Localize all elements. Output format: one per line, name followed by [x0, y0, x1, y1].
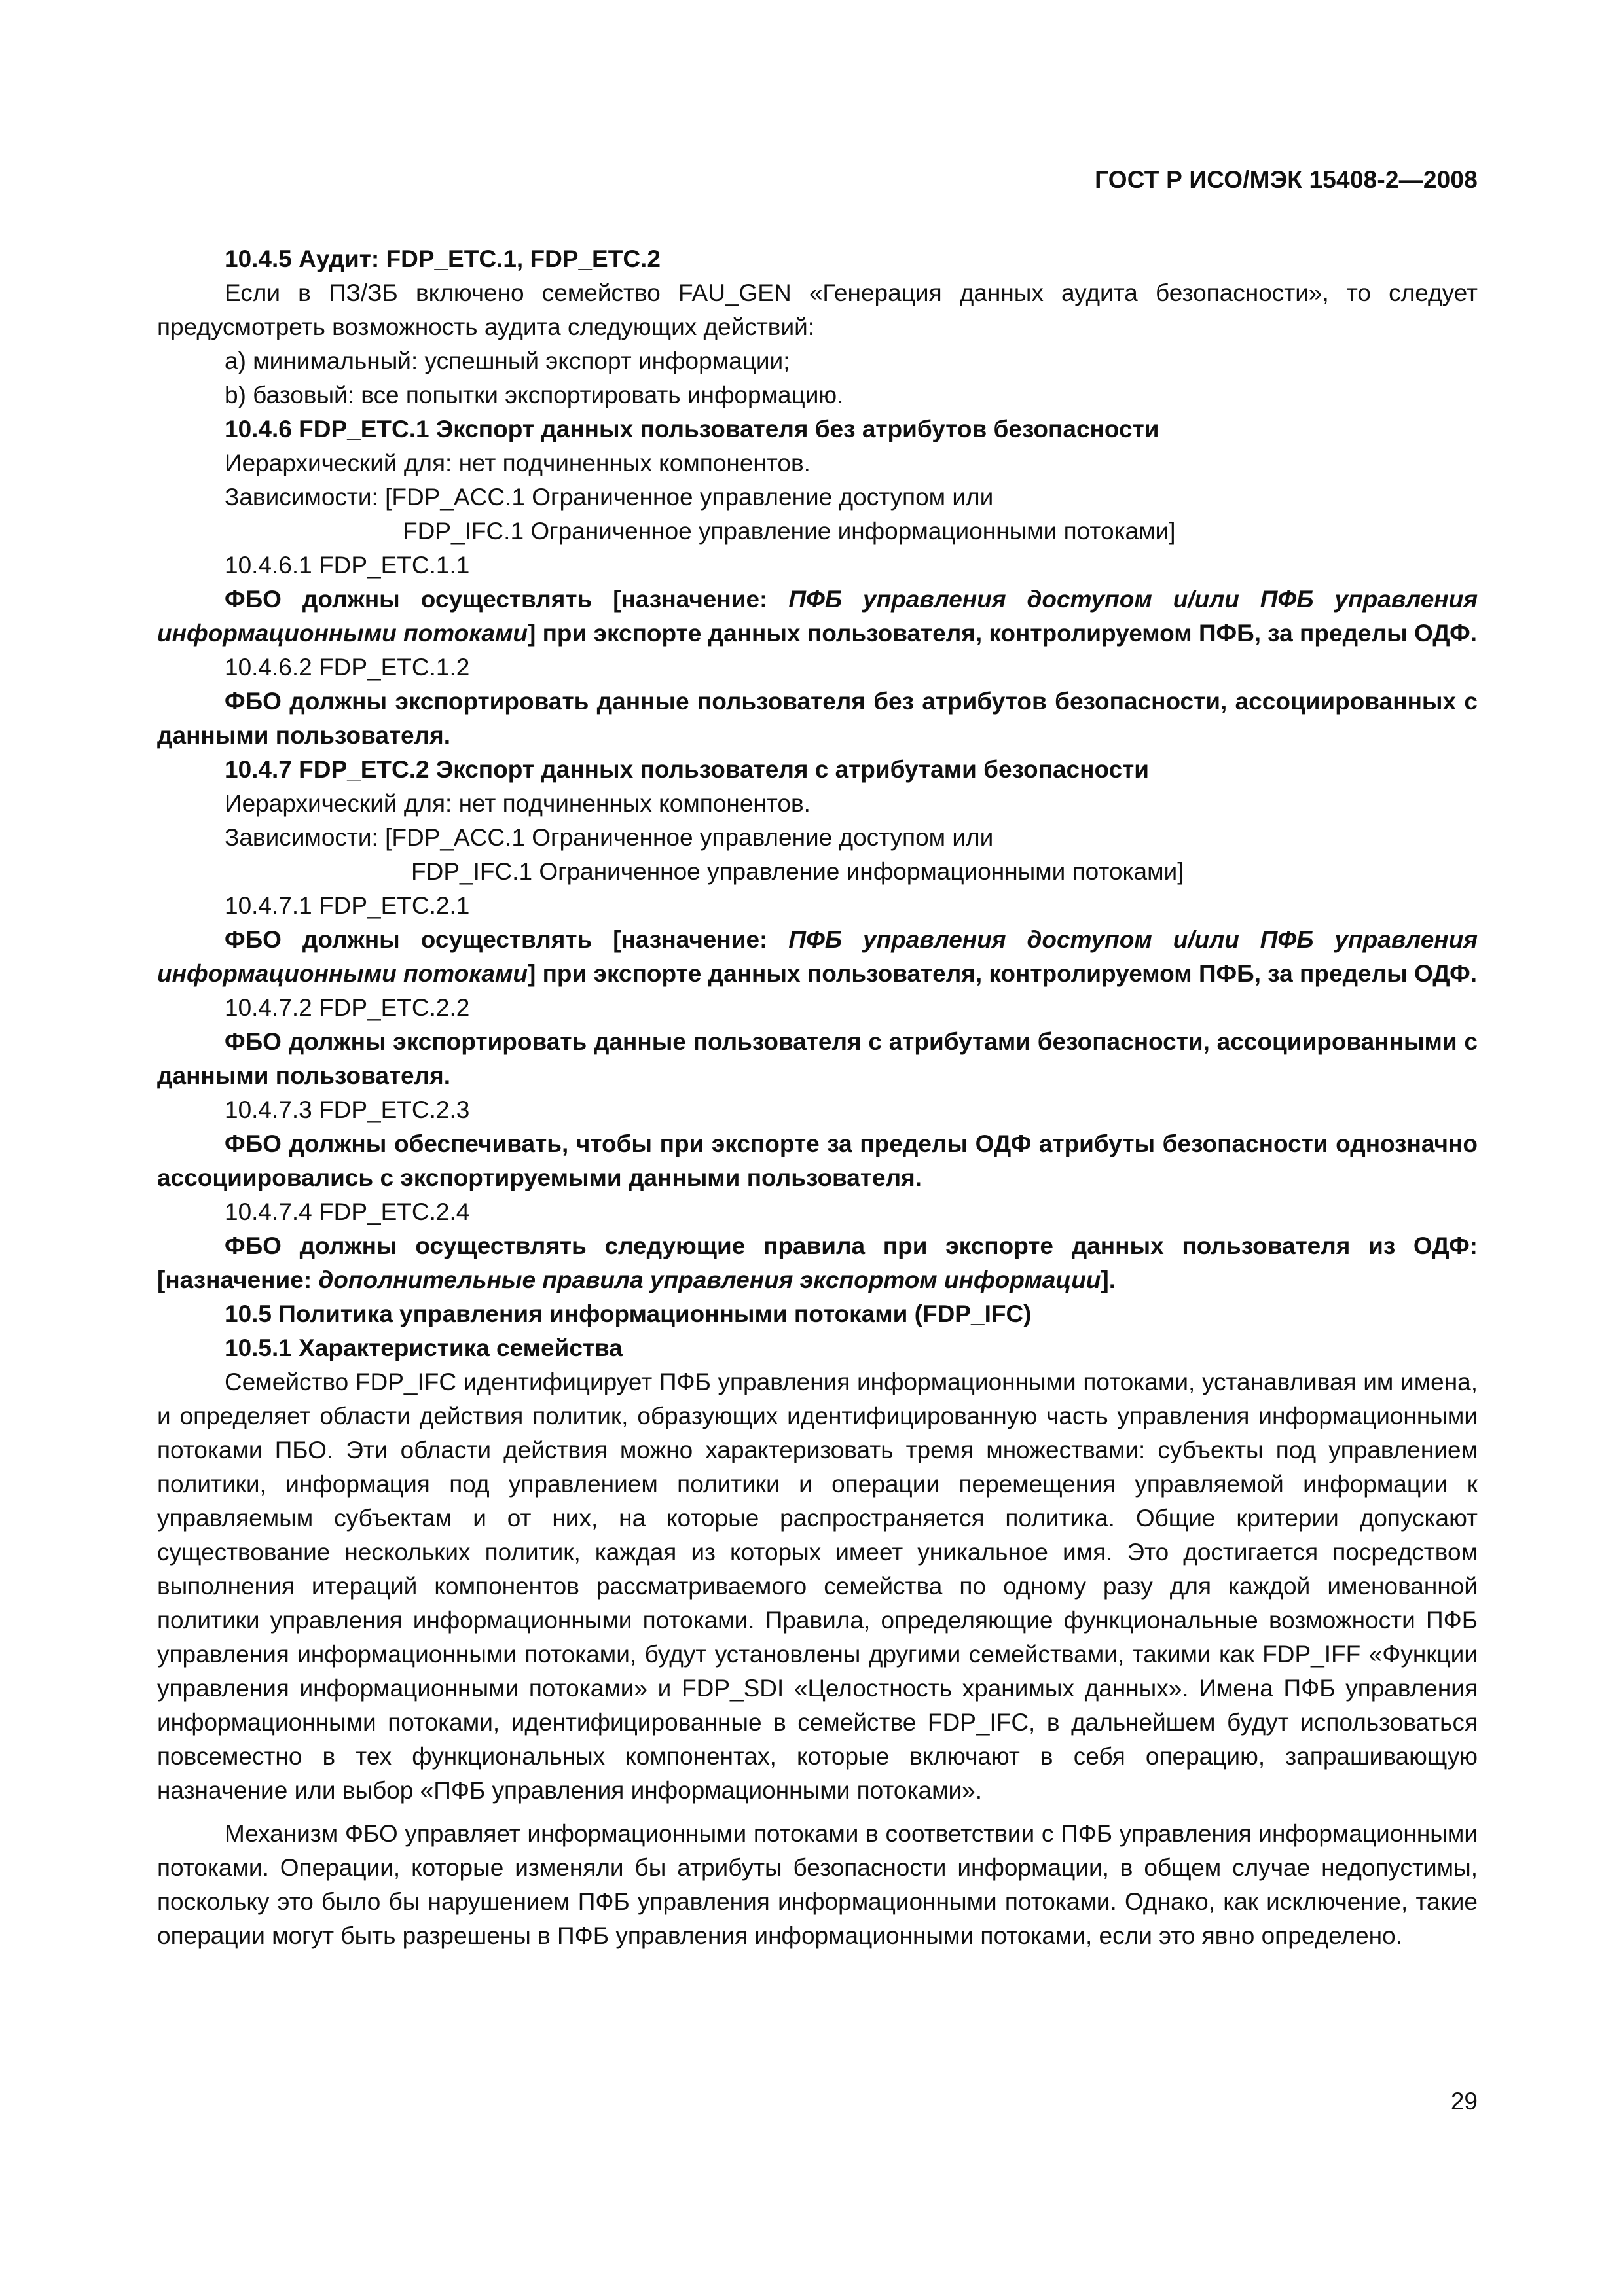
dependencies-line: Зависимости: [FDP_ACC.1 Ограниченное управление доступом или	[225, 484, 994, 511]
element-text: ФБО должны обеспечивать, чтобы при экспорте за пределы ОДФ атрибуты безопасности однозначно ассоциировались с экспортируемыми данными пользователя.	[157, 1130, 1478, 1191]
element-id: 10.4.6.1 FDP_ETC.1.1	[225, 552, 470, 579]
element-text-part: ФБО должны осуществлять [назначение:	[225, 926, 789, 953]
section-heading-10-5: 10.5 Политика управления информационными потоками (FDP_IFC)	[225, 1300, 1032, 1327]
element-text: ФБО должны экспортировать данные пользователя с атрибутами безопасности, ассоциированными с данными пользователя.	[157, 1028, 1478, 1089]
element-id: 10.4.7.1 FDP_ETC.2.1	[225, 892, 470, 919]
element-text-part: ФБО должны осуществлять [назначение:	[225, 586, 789, 613]
page-content	[157, 242, 1478, 1953]
dependencies-continuation: FDP_IFC.1 Ограниченное управление информационными потоками]	[411, 858, 1184, 885]
list-item: a) минимальный: успешный экспорт информации;	[225, 348, 790, 374]
dependencies-continuation: FDP_IFC.1 Ограниченное управление информационными потоками]	[403, 518, 1176, 545]
assignment-text: ПФБ управления доступом и/или ПФБ управления информационными потоками	[157, 926, 1478, 987]
paragraph: Механизм ФБО управляет информационными потоками в соответствии с ПФБ управления информационными потоками. Операции, которые изменяли бы атрибуты безопасности информации, в общем случае недопустимы, поскольку это было бы нарушением ПФБ управления информационными потоками. Однако, как исключение, такие операции могут быть разрешены в ПФБ управления информационными потоками, если это явно определено.	[157, 1820, 1478, 1949]
list-item: b) базовый: все попытки экспортировать информацию.	[225, 382, 844, 408]
element-text	[157, 583, 1478, 651]
hierarchy-line: Иерархический для: нет подчиненных компонентов.	[225, 450, 811, 476]
element-id: 10.4.6.2 FDP_ETC.1.2	[225, 654, 470, 681]
page-number: 29	[1450, 2088, 1478, 2115]
dependencies-line: Зависимости: [FDP_ACC.1 Ограниченное управление доступом или	[225, 824, 994, 851]
section-heading-10-4-6: 10.4.6 FDP_ETC.1 Экспорт данных пользователя без атрибутов безопасности	[225, 416, 1159, 442]
element-text	[157, 923, 1478, 991]
element-text-part: ФБО должны осуществлять следующие правила при экспорте данных пользователя из ОДФ: [назначение:	[157, 1232, 1478, 1293]
assignment-text: дополнительные правила управления экспортом информации	[318, 1266, 1101, 1293]
element-text-part: ] при экспорте данных пользователя, контролируемом ПФБ, за пределы ОДФ.	[527, 960, 1478, 987]
paragraph: Семейство FDP_IFC идентифицирует ПФБ управления информационными потоками, устанавливая им имена, и определяет области действия политик, образующих идентифицированную часть управления информационными потоками ПБО. Эти области действия можно характеризовать тремя множествами: субъекты под управлением политики, информация под управлением политики и операции перемещения управляемой информации к управляемым субъектам и от них, на которые распространяется политика. Общие критерии допускают существование нескольких политик, каждая из которых имеет уникальное имя. Это достигается посредством выполнения итераций компонентов рассматриваемого семейства по одному разу для каждой именованной политики управления информационными потоками. Правила, определяющие функциональные возможности ПФБ управления информационными потоками, будут установлены другими семействами, такими как FDP_IFF «Функции управления информационными потоками» и FDP_SDI «Целостность хранимых данных». Имена ПФБ управления информационными потоками, идентифицированные в семействе FDP_IFC, в дальнейшем будут использоваться повсеместно в тех функциональных компонентах, которые включают в себя операцию, запрашивающую назначение или выбор «ПФБ управления информационными потоками».	[157, 1369, 1478, 1804]
subsection-heading-10-5-1: 10.5.1 Характеристика семейства	[225, 1335, 623, 1361]
element-text	[157, 1229, 1478, 1297]
paragraph: Если в ПЗ/ЗБ включено семейство FAU_GEN «Генерация данных аудита безопасности», то следует предусмотреть возможность аудита следующих действий:	[157, 279, 1478, 340]
page-header: ГОСТ Р ИСО/МЭК 15408-2—2008	[1095, 166, 1478, 193]
element-id: 10.4.7.2 FDP_ETC.2.2	[225, 994, 470, 1021]
assignment-text: ПФБ управления доступом и/или ПФБ управления информационными потоками	[157, 586, 1478, 647]
section-heading-10-4-5: 10.4.5 Аудит: FDP_ETC.1, FDP_ETC.2	[225, 245, 661, 272]
element-id: 10.4.7.4 FDP_ETC.2.4	[225, 1198, 470, 1225]
element-text: ФБО должны экспортировать данные пользователя без атрибутов безопасности, ассоциированных с данными пользователя.	[157, 688, 1478, 749]
element-id: 10.4.7.3 FDP_ETC.2.3	[225, 1096, 470, 1123]
section-heading-10-4-7: 10.4.7 FDP_ETC.2 Экспорт данных пользователя с атрибутами безопасности	[225, 756, 1150, 783]
hierarchy-line: Иерархический для: нет подчиненных компонентов.	[225, 790, 811, 817]
element-text-part: ].	[1101, 1266, 1116, 1293]
element-text-part: ] при экспорте данных пользователя, контролируемом ПФБ, за пределы ОДФ.	[527, 620, 1478, 647]
